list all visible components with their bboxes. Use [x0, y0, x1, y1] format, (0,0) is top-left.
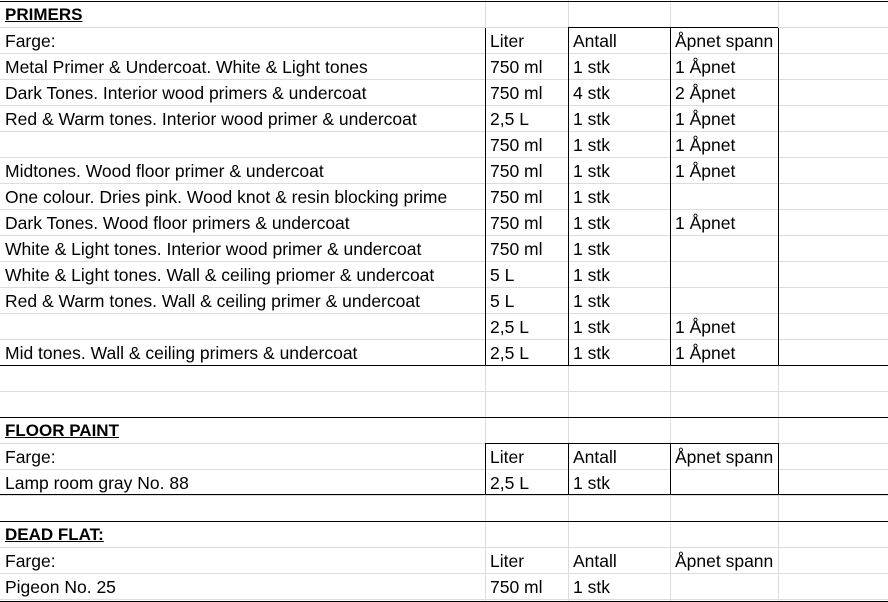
table-row — [0, 574, 888, 600]
cell-farge[interactable]: Midtones. Wood floor primer & undercoat — [5, 161, 324, 181]
header-farge[interactable]: Farge: — [5, 447, 56, 467]
section-title-floor-paint[interactable]: FLOOR PAINT — [5, 421, 119, 440]
cell-antall[interactable]: 1 stk — [573, 473, 610, 493]
cell-liter[interactable]: 2,5 L — [490, 109, 529, 129]
cell-apnet[interactable]: 1 Åpnet — [675, 161, 736, 181]
table-row — [0, 106, 888, 132]
cell-farge[interactable] — [0, 314, 485, 340]
cell-farge[interactable] — [0, 132, 485, 158]
cell-farge[interactable]: Dark Tones. Interior wood primers & undercoat — [5, 83, 367, 103]
cell-liter[interactable]: 750 ml — [490, 135, 543, 155]
table-row — [0, 470, 888, 496]
cell-antall[interactable]: 1 stk — [573, 187, 610, 207]
header-row — [0, 444, 888, 470]
cell-apnet[interactable] — [670, 262, 778, 288]
cell-farge[interactable]: Pigeon No. 25 — [5, 577, 116, 597]
table-row — [0, 340, 888, 366]
cell-liter[interactable]: 2,5 L — [490, 473, 529, 493]
table-row — [0, 54, 888, 80]
section-title-dead-flat[interactable]: DEAD FLAT: — [5, 525, 104, 544]
cell-antall[interactable]: 1 stk — [573, 343, 610, 363]
table-row — [0, 184, 888, 210]
cell-liter[interactable]: 750 ml — [490, 83, 543, 103]
cell-farge[interactable]: White & Light tones. Wall & ceiling priomer & undercoat — [5, 265, 435, 285]
cell-liter[interactable]: 2,5 L — [490, 343, 529, 363]
cell-antall[interactable]: 1 stk — [573, 213, 610, 233]
cell-antall[interactable]: 1 stk — [573, 265, 610, 285]
header-antall[interactable]: Antall — [573, 551, 617, 571]
header-liter[interactable]: Liter — [490, 31, 525, 51]
cell-apnet[interactable]: 1 Åpnet — [675, 343, 736, 363]
table-row — [0, 262, 888, 288]
cell-farge[interactable]: One colour. Dries pink. Wood knot & resin blocking prime — [5, 187, 448, 207]
cell-farge[interactable]: Dark Tones. Wood floor primers & undercoat — [5, 213, 350, 233]
table-row — [0, 236, 888, 262]
cell-apnet[interactable] — [670, 184, 778, 210]
cell-farge[interactable]: Mid tones. Wall & ceiling primers & undercoat — [5, 343, 358, 363]
table-row — [0, 210, 888, 236]
cell-apnet[interactable]: 2 Åpnet — [675, 83, 736, 103]
header-antall[interactable]: Antall — [573, 31, 617, 51]
cell-liter[interactable]: 750 ml — [490, 187, 543, 207]
cell-liter[interactable]: 2,5 L — [490, 317, 529, 337]
cell-apnet[interactable]: 1 Åpnet — [675, 57, 736, 77]
header-antall[interactable]: Antall — [573, 447, 617, 467]
cell-liter[interactable]: 5 L — [490, 265, 515, 285]
cell-antall[interactable]: 1 stk — [573, 57, 610, 77]
cell-apnet[interactable] — [670, 470, 778, 496]
table-row — [0, 314, 888, 340]
cell-apnet[interactable]: 1 Åpnet — [675, 317, 736, 337]
cell-apnet[interactable]: 1 Åpnet — [675, 135, 736, 155]
cell-apnet[interactable] — [670, 574, 778, 600]
gridline-h — [0, 391, 888, 392]
cell-antall[interactable]: 1 stk — [573, 317, 610, 337]
cell-farge[interactable]: Red & Warm tones. Wall & ceiling primer & undercoat — [5, 291, 420, 311]
header-row — [0, 28, 888, 54]
cell-farge[interactable]: Metal Primer & Undercoat. White & Light tones — [5, 57, 368, 77]
section-title-primers[interactable]: PRIMERS — [5, 5, 83, 24]
cell-antall[interactable]: 1 stk — [573, 291, 610, 311]
table-row — [0, 132, 888, 158]
table-row — [0, 288, 888, 314]
header-apnet-spann[interactable]: Åpnet spann — [675, 551, 774, 571]
cell-apnet[interactable] — [670, 236, 778, 262]
cell-antall[interactable]: 1 stk — [573, 239, 610, 259]
cell-antall[interactable]: 1 stk — [573, 577, 610, 597]
cell-liter[interactable]: 5 L — [490, 291, 515, 311]
section-title-row — [0, 2, 888, 28]
header-liter[interactable]: Liter — [490, 447, 525, 467]
cell-liter[interactable]: 750 ml — [490, 57, 543, 77]
header-farge[interactable]: Farge: — [5, 551, 56, 571]
cell-liter[interactable]: 750 ml — [490, 213, 543, 233]
header-farge[interactable]: Farge: — [5, 31, 56, 51]
cell-antall[interactable]: 1 stk — [573, 109, 610, 129]
cell-farge[interactable]: Lamp room gray No. 88 — [5, 473, 189, 493]
section-title-row — [0, 522, 888, 548]
cell-apnet[interactable] — [670, 288, 778, 314]
cell-apnet[interactable]: 1 Åpnet — [675, 213, 736, 233]
header-liter[interactable]: Liter — [490, 551, 525, 571]
cell-liter[interactable]: 750 ml — [490, 161, 543, 181]
header-apnet-spann[interactable]: Åpnet spann — [675, 31, 774, 51]
cell-farge[interactable]: White & Light tones. Interior wood primer & undercoat — [5, 239, 422, 259]
header-row — [0, 548, 888, 574]
table-row — [0, 80, 888, 106]
cell-liter[interactable]: 750 ml — [490, 239, 543, 259]
cell-apnet[interactable]: 1 Åpnet — [675, 109, 736, 129]
cell-farge[interactable]: Red & Warm tones. Interior wood primer & undercoat — [5, 109, 417, 129]
cell-antall[interactable]: 4 stk — [573, 83, 610, 103]
section-title-row — [0, 418, 888, 444]
header-apnet-spann[interactable]: Åpnet spann — [675, 447, 774, 467]
cell-liter[interactable]: 750 ml — [490, 577, 543, 597]
cell-antall[interactable]: 1 stk — [573, 161, 610, 181]
cell-antall[interactable]: 1 stk — [573, 135, 610, 155]
table-row — [0, 158, 888, 184]
